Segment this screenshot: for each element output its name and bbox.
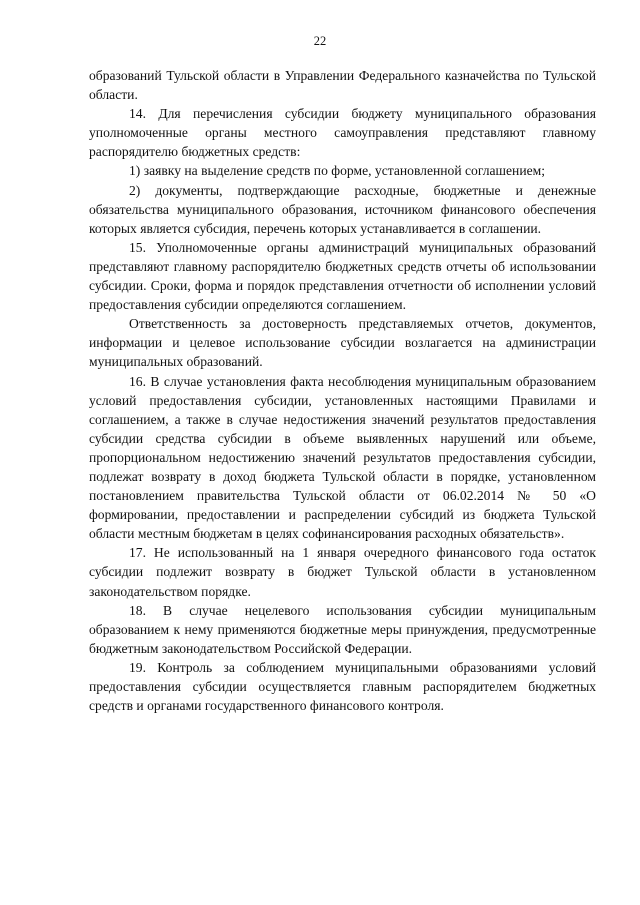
paragraph-14: 14. Для перечисления субсидии бюджету муниципального образования уполномоченные органы местного самоуправления представляют главному распорядителю бюджетных средств: [89,106,596,160]
paragraph-18: 18. В случае нецелевого использования субсидии муниципальным образованием к нему применяются бюджетные меры принуждения, предусмотренные бюджетным законодательством Российской Федерации. [89,602,596,656]
paragraph-continuation: образований Тульской области в Управлении Федерального казначейства по Тульской области. [89,68,596,103]
page-number: 22 [313,34,327,48]
paragraph-14-item-1: 1) заявку на выделение средств по форме, установленной соглашением; [129,163,546,179]
document-body [89,66,596,715]
paragraph-14-item-2: 2) документы, подтверждающие расходные, бюджетные и денежные обязательства муниципального образования, источником финансового обеспечения которых является субсидия, перечень которых устанавливается в соглашении. [89,182,596,236]
paragraph-19: 19. Контроль за соблюдением муниципальными образованиями условий предоставления субсидии осуществляется главным распорядителем бюджетных средств и органами государственного финансового контроля. [89,659,596,714]
paragraph-17: 17. Не использованный на 1 января очередного финансового года остаток субсидии подлежит возврату в бюджет Тульской области в установленном законодательством порядке. [89,545,596,599]
paragraph-15: 15. Уполномоченные органы администраций муниципальных образований представляют главному распорядителю бюджетных средств отчеты об использовании субсидии. Сроки, форма и порядок представления отчетности об исполнении условий предоставления субсидии определяются соглашением. [89,239,596,313]
paragraph-16: 16. В случае установления факта несоблюдения муниципальным образованием условий предоставления субсидии, установленных настоящими Правилами и соглашением, а также в случае недостижения значений результатов предоставления субсидии средства субсидии в объеме выявленных нарушений или объеме, пропорциональном недостижению значений результатов предоставления субсидии, подлежат возврату в доход бюджета Тульской области в порядке, установленном постановлением правительства Тульской области от 06.02.2014 № 50 «О формировании, предоставлении и распределении субсидий из бюджета Тульской области местным бюджетам в целях софинансирования расходных обязательств». [89,373,596,542]
paragraph-15-responsibility: Ответственность за достоверность представляемых отчетов, документов, информации и целевое использование субсидии возлагается на администрации муниципальных образований. [89,316,596,370]
